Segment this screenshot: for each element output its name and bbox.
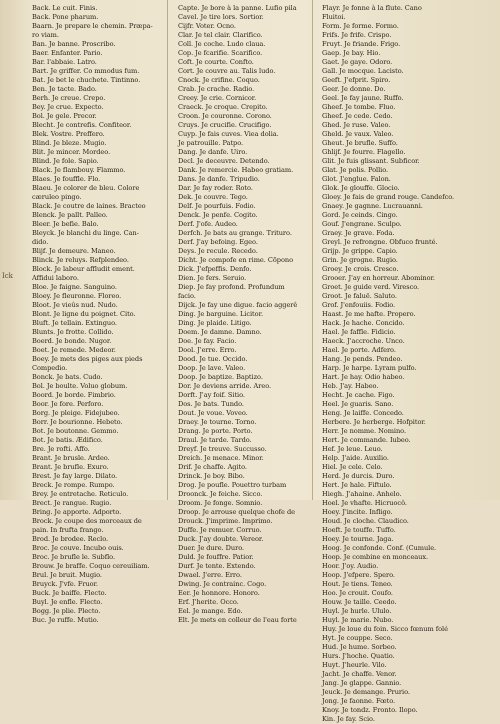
dictionary-entry: Bloey. Je fleuronne. Floreo. — [32, 292, 122, 300]
dictionary-entry: Denck. Je penfe. Cogito. — [178, 211, 258, 219]
dictionary-entry: Back. Le cuit. Finis. — [32, 4, 98, 12]
dictionary-entry: Hoeft. Je touffe. Tuffo. — [322, 526, 396, 534]
dictionary-entry: Drog. Je poufle. Pouettro turbam — [178, 481, 287, 489]
dictionary-entry: Droom. Je fonge. Somnio. — [178, 499, 263, 507]
dictionary-entry: Brant. Je brufle. Exuro. — [32, 463, 109, 471]
dictionary-entry: Crab. Je crache. Radio. — [178, 85, 255, 93]
dictionary-entry: Dien. Je fers. Seruio. — [178, 274, 247, 282]
dictionary-entry: Gheld. Je vaux. Valeo. — [322, 130, 394, 138]
dictionary-entry: Jong. Je faonne. Fœto. — [322, 697, 396, 705]
dictionary-entry: Bol. Je gele. Precor. — [32, 112, 97, 120]
dictionary-entry: Houw. Je taille. Ceedo. — [322, 598, 397, 606]
dictionary-entry: Cnock. Je crifine. Coquo. — [178, 76, 260, 84]
dictionary-entry: Brod. Je brodee. Reclo. — [32, 535, 109, 543]
dictionary-entry: Brest. Je fay large. Dilato. — [32, 472, 118, 480]
dictionary-entry: Bot. Je batis. Ædifico. — [32, 436, 103, 444]
dictionary-entry: Bot. Je boutonne. Gemmo. — [32, 427, 119, 435]
dictionary-entry: Draul. Je tarde. Tardo. — [178, 436, 252, 444]
dictionary-entry: Blinck. Je reluys. Refplendeo. — [32, 256, 129, 264]
dictionary-entry: Buyl. Je enfle. Flecto. — [32, 598, 103, 606]
dictionary-entry: Hack. Je hache. Concido. — [322, 319, 405, 327]
dictionary-entry: Dank. Je remercie. Habeo gratiam. — [178, 166, 294, 174]
dictionary-entry: Duffe. Je remuer. Corruo. — [178, 526, 262, 534]
dictionary-entry: Dood. Je tue. Occido. — [178, 355, 248, 363]
dictionary-entry: cæruleo pingo. — [32, 193, 82, 201]
dictionary-entry: Doem. Je damne. Damno. — [178, 328, 262, 336]
dictionary-entry: Blek. Vostre. Preffero. — [32, 130, 105, 138]
dictionary-entry: Boerd. Je bonde. Nugor. — [32, 337, 112, 345]
dictionary-entry: Hael. Je porte. Adfero. — [322, 346, 396, 354]
dictionary-entry: Blaeu. Je colorer de bleu. Colore — [32, 184, 140, 192]
dictionary-entry: Doop. Je baptize. Baptizo. — [178, 373, 263, 381]
dictionary-entry: Herd. Je durcis. Duro. — [322, 472, 395, 480]
dictionary-entry: Baer. Enfanter. Pario. — [32, 49, 103, 57]
dictionary-entry: Ding. Je plaide. Litigo. — [178, 319, 252, 327]
dictionary-entry: Grooer. J'ay en horreur. Abominor. — [322, 274, 435, 282]
dictionary-column-1 — [32, 4, 158, 624]
dictionary-entry: Blijf. Je demeure. Maneo. — [32, 247, 116, 255]
dictionary-entry: Groey. Je crois. Cresco. — [322, 265, 399, 273]
dictionary-entry: Herbere. Je herberge. Hofpitor. — [322, 418, 426, 426]
dictionary-entry: Cavel. Je tire lors. Sortior. — [178, 13, 264, 21]
dictionary-entry: Cop. Je fcarifie. Scarifico. — [178, 49, 263, 57]
dictionary-entry: Ben. Je tacte. Bado. — [32, 85, 97, 93]
dictionary-entry: Drif. Je chaffe. Agito. — [178, 463, 247, 471]
dictionary-entry: Craeck. Je croque. Crepito. — [178, 103, 268, 111]
dictionary-entry: Cruys. Je crucifie. Crucifigo. — [178, 121, 272, 129]
dictionary-entry: Greyl. Je refrongne. Obfuco frunté. — [322, 238, 438, 246]
dictionary-entry: Gord. Je ceinds. Cingo. — [322, 211, 398, 219]
dictionary-entry: Ban. Je banne. Proscribo. — [32, 40, 116, 48]
dictionary-entry: Erf. J'herite. Occo. — [178, 598, 239, 606]
dictionary-entry: Huy. Je loue du foin. Sicco fœnum folé — [322, 625, 448, 633]
dictionary-entry: Bat. Je bet le chuchete. Tintinno. — [32, 76, 141, 84]
dictionary-entry: Help. J'aide. Auxilio. — [322, 454, 389, 462]
dictionary-entry: Block. Je labeur affludit ement. — [32, 265, 135, 273]
dictionary-entry: Capte. Je bore à la panne. Lufio pila — [178, 4, 297, 12]
dictionary-column-2 — [178, 4, 306, 624]
dictionary-entry: Eer. Je honnore. Honoro. — [178, 589, 260, 597]
dictionary-entry: Broc. Je couve. Incubo ouis. — [32, 544, 124, 552]
dictionary-entry: Hef. Je leue. Leuo. — [322, 445, 383, 453]
dictionary-entry: Huyt. J'heurle. Vilo. — [322, 661, 387, 669]
dictionary-entry: Gouf. J'engrane. Sculpo. — [322, 220, 402, 228]
dictionary-entry: Hoog. Je confonde. Conf. (Cumule. — [322, 544, 437, 552]
dictionary-entry: Heel. Je guaris. Sano. — [322, 400, 394, 408]
dictionary-entry: Brouw. Je braffe. Coquo cereuiliam. — [32, 562, 150, 570]
dictionary-entry: Broc. Je brufle le. Subflo. — [32, 553, 115, 561]
dictionary-entry: Baarn. Je prepare le chemin. Præpa- — [32, 22, 153, 30]
dictionary-entry: Jang. Je glappe. Gannio. — [322, 679, 402, 687]
dictionary-entry: Gnaey. Je gagnne. Lucrauanni. — [322, 202, 423, 210]
dictionary-entry: Bloe. Je faigne. Sanguino. — [32, 283, 117, 291]
dictionary-entry: Blont. Je ligne du poignet. Cito. — [32, 310, 136, 318]
dictionary-entry: Durf. Je tente. Extendo. — [178, 562, 256, 570]
dictionary-entry: Dorft. J'ay foif. Sitio. — [178, 391, 245, 399]
dictionary-entry: Bloot. Je vieûs nud. Nudo. — [32, 301, 118, 309]
dictionary-entry: Bleyck. Je blanchi du linge. Can- — [32, 229, 139, 237]
dictionary-entry: Compedio. — [32, 364, 68, 372]
dictionary-entry: Affidui laboro. — [32, 274, 79, 282]
dictionary-entry: dido. — [32, 238, 49, 246]
dictionary-entry: Jacht. Je chaffe. Venor. — [322, 670, 397, 678]
dictionary-entry: Cuyp. Je fais cuves. Viea dolia. — [178, 130, 279, 138]
dictionary-entry: Blaes. Je fouffle. Flo. — [32, 175, 101, 183]
dictionary-entry: Blecht. Je contrefis. Confiteor. — [32, 121, 132, 129]
dictionary-entry: Dicht. Je compofe en rime. Cõpono — [178, 256, 293, 264]
dictionary-entry: Dreich. Je menace. Minor. — [178, 454, 264, 462]
dictionary-entry: Fruyt. Je friande. Frigo. — [322, 40, 401, 48]
dictionary-entry: Herr. Je nomme. Nomino. — [322, 427, 407, 435]
dictionary-entry: Brock. Je coupe des morceaux de — [32, 517, 142, 525]
dictionary-entry: Borr. Je bourionne. Hebeto. — [32, 418, 123, 426]
dictionary-entry: Blit. Je mincer. Mordeo. — [32, 148, 111, 156]
dictionary-entry: Derf. J'ay befoing. Egeo. — [178, 238, 258, 246]
dictionary-entry: Hiel. Je cele. Celo. — [322, 463, 383, 471]
dictionary-entry: Clar. Je tel clair. Clarifico. — [178, 31, 263, 39]
dictionary-entry: Bart. Je griffer. Co mmodus fum. — [32, 67, 140, 75]
dictionary-entry: ro viam. — [32, 31, 59, 39]
dictionary-entry: Dout. Je voue. Voveo. — [178, 409, 248, 417]
margin-mark: Ick — [2, 272, 13, 280]
dictionary-entry: Hoo. Je crouit. Coufo. — [322, 589, 393, 597]
dictionary-entry: Decl. Je deceuvre. Detendo. — [178, 157, 270, 165]
dictionary-entry: Derfch. Je bats au grange. Trituro. — [178, 229, 292, 237]
dictionary-entry: Dwael. J'erre. Erro. — [178, 571, 242, 579]
dictionary-entry: Glok. Je glouffe. Glocio. — [322, 184, 400, 192]
dictionary-entry: Blind. Je fole. Sapio. — [32, 157, 99, 165]
dictionary-entry: Buc. Je ruffe. Mutio. — [32, 616, 99, 624]
dictionary-entry: Gaet. Je gaye. Odoro. — [322, 58, 393, 66]
dictionary-entry: Doe. Je fay. Facio. — [178, 337, 237, 345]
dictionary-entry: Buck. Je baiffe. Flecto. — [32, 589, 107, 597]
dictionary-entry: Cijfr. Voter. Ocno. — [178, 22, 236, 30]
dictionary-entry: Hud. Je hume. Sorbeo. — [322, 643, 397, 651]
dictionary-entry: Gheut. Je brufle. Suffo. — [322, 139, 398, 147]
dictionary-entry: Dijck. Je fay une digue. facio aggerê — [178, 301, 298, 309]
dictionary-entry: Eel. Je mange. Edo. — [178, 607, 243, 615]
dictionary-entry: Ding. Je barguine. Licitor. — [178, 310, 263, 318]
dictionary-entry: Groot. Je faluë. Saluto. — [322, 292, 397, 300]
dictionary-entry: Hart. Je hay. Odio habeo. — [322, 373, 405, 381]
dictionary-entry: Breck. Je rompe. Rumpo. — [32, 481, 115, 489]
dictionary-entry: Glit. Je fuis glissant. Subficor. — [322, 157, 420, 165]
dictionary-entry: Hoop. J'efpere. Spero. — [322, 571, 395, 579]
dictionary-entry: Heng. Je laiffe. Concedo. — [322, 409, 404, 417]
dictionary-entry: Hert. Je hale. Fiftulo. — [322, 481, 392, 489]
dictionary-entry: Dek. Je couvre. Tego. — [178, 193, 248, 201]
dictionary-entry: Je patrouille. Patpo. — [178, 139, 244, 147]
dictionary-entry: Hoel. Je vhafte. Hicruocô. — [322, 499, 407, 507]
dictionary-entry: Glot. J'englue. Falon. — [322, 175, 391, 183]
dictionary-entry: Hert. Je commande. Iubeo. — [322, 436, 411, 444]
dictionary-entry: Creey. Je crie. Cornicor. — [178, 94, 257, 102]
dictionary-entry: Droonck. Je feiche. Sicco. — [178, 490, 263, 498]
dictionary-entry: Elt. Je mets en colleur de l'eau forte — [178, 616, 297, 624]
dictionary-entry: Boet. Je remede. Medeor. — [32, 346, 116, 354]
dictionary-entry: Haeck. J'accroche. Unco. — [322, 337, 405, 345]
dictionary-entry: Gall. Je mocque. Lacisto. — [322, 67, 404, 75]
dictionary-entry: Grof. J'enfouiis. Fodio. — [322, 301, 396, 309]
dictionary-entry: Harp. Je harpe. Lyram pulfo. — [322, 364, 417, 372]
dictionary-entry: Graey. Je grave. Foda. — [322, 229, 395, 237]
dictionary-entry: Bol. Je boulte. Voluo globum. — [32, 382, 128, 390]
dictionary-entry: Diep. Je fay profond. Profundum — [178, 283, 285, 291]
dictionary-entry: Boord. Je borde. Fimbrio. — [32, 391, 116, 399]
dictionary-entry: Delf. Je pourfuis. Fodio. — [178, 202, 256, 210]
dictionary-entry: Haast. Je me hafte. Propero. — [322, 310, 416, 318]
dictionary-entry: Dool. J'erre. Erro. — [178, 346, 237, 354]
dictionary-entry: Dreyf. Je treuve. Succusso. — [178, 445, 267, 453]
dictionary-entry: Borg. Je pleige. Fidejubeo. — [32, 409, 120, 417]
dictionary-entry: Knoy. Je tondz. Fronto. Ilopo. — [322, 706, 418, 714]
dictionary-entry: Huyl. Je hurle. Ululo. — [322, 607, 392, 615]
dictionary-entry: Hang. Je pends. Pendeo. — [322, 355, 403, 363]
dictionary-entry: Duck. J'ay doubte. Vereor. — [178, 535, 264, 543]
dictionary-entry: Hiegh. J'ahaine. Anhelo. — [322, 490, 402, 498]
dictionary-entry: Geeft. J'efprit. Spiro. — [322, 76, 391, 84]
dictionary-entry: Deys. Je recule. Recedo. — [178, 247, 258, 255]
dictionary-entry: Huyl. Je marie. Nubo. — [322, 616, 394, 624]
dictionary-entry: pain. In frufta frango. — [32, 526, 104, 534]
dictionary-entry: Brect. Je rangue. Rugio. — [32, 499, 112, 507]
dictionary-entry: Bar. l'abbaie. Latro. — [32, 58, 97, 66]
dictionary-entry: Dar. Je fay roder. Roto. — [178, 184, 253, 192]
dictionary-entry: Jeuck. Je demange. Prurio. — [322, 688, 410, 696]
column-divider — [167, 0, 168, 500]
dictionary-entry: Coft. Je courte. Confto. — [178, 58, 254, 66]
dictionary-entry: Blenck. Je pallt. Palleo. — [32, 211, 108, 219]
dictionary-entry: Groet. Je guide verd. Viresco. — [322, 283, 420, 291]
dictionary-entry: Derf. J'ofe. Audeo. — [178, 220, 238, 228]
dictionary-entry: Bleer. Je befie. Balo. — [32, 220, 99, 228]
dictionary-entry: Hoor. J'oy. Audio. — [322, 562, 379, 570]
dictionary-entry: Dwing. Je contrainc. Cogo. — [178, 580, 267, 588]
dictionary-entry: Cort. Je couvre au. Talis ludo. — [178, 67, 276, 75]
dictionary-entry: Grijp. Je grippe. Capio. — [322, 247, 398, 255]
dictionary-entry: Flayr. Je fonne à la flute. Cano — [322, 4, 422, 12]
column-divider — [312, 0, 313, 500]
dictionary-entry: Black. Je flambouy. Flammo. — [32, 166, 126, 174]
dictionary-entry: Croon. Je couronne. Corono. — [178, 112, 272, 120]
dictionary-entry: Geel. Je fay jaune. Ruffo. — [322, 94, 404, 102]
dictionary-entry: Black. Je coutre de laines. Bracteo — [32, 202, 146, 210]
dictionary-entry: Hoey. Je tourne. Jaga. — [322, 535, 394, 543]
dictionary-entry: Brey. Je entretache. Reticulo. — [32, 490, 129, 498]
dictionary-entry: Glat. Je polis. Pollio. — [322, 166, 389, 174]
dictionary-entry: Back. Pone pharum. — [32, 13, 99, 21]
dictionary-entry: Dos. Je bats. Tundo. — [178, 400, 244, 408]
dictionary-column-3 — [322, 4, 492, 723]
dictionary-entry: Hoop. Je combine en monceaux. — [322, 553, 429, 561]
dictionary-entry: Hecht. Je cache. Figo. — [322, 391, 395, 399]
dictionary-entry: Drouck. J'imprime. Imprimo. — [178, 517, 273, 525]
dictionary-entry: Coll. Je coche. Ludo claua. — [178, 40, 266, 48]
dictionary-entry: Bonck. Je bats. Cudo. — [32, 373, 103, 381]
dictionary-entry: Ghed. Je ruse. Valeo. — [322, 121, 391, 129]
dictionary-entry: Kin. Je fay. Scio. — [322, 715, 375, 723]
dictionary-entry: Hoey. J'incite. Infligo. — [322, 508, 393, 516]
dictionary-entry: Hyt. Je couppe. Seco. — [322, 634, 393, 642]
dictionary-entry: Bruyck. J'vfe. Fruor. — [32, 580, 98, 588]
dictionary-entry: Droop. Je arrouse quelque chofe de — [178, 508, 295, 516]
dictionary-entry: Bre. Je rofti. Affo. — [32, 445, 90, 453]
dictionary-entry: Hout. Je tiens. Teneo. — [322, 580, 393, 588]
dictionary-entry: Doop. Je lave. Valeo. — [178, 364, 246, 372]
dictionary-entry: Ghlijf. Je fourre. Flagello. — [322, 148, 406, 156]
dictionary-entry: Dor. Je deviens arride. Areo. — [178, 382, 272, 390]
dictionary-entry: Dick. J'efpeffis. Denfo. — [178, 265, 252, 273]
dictionary-entry: Duer. Je dure. Duro. — [178, 544, 245, 552]
dictionary-entry: Hael. Je faffle. Fidicio. — [322, 328, 396, 336]
dictionary-entry: facio. — [178, 292, 196, 300]
dictionary-entry: Heb. J'ay. Habeo. — [322, 382, 379, 390]
dictionary-entry: Boor. Je fore. Perforo. — [32, 400, 104, 408]
dictionary-entry: Form. Je forme. Formo. — [322, 22, 399, 30]
dictionary-entry: Draey. Je tourne. Torno. — [178, 418, 257, 426]
dictionary-entry: Blunts. Je frotte. Collido. — [32, 328, 114, 336]
dictionary-entry: Drang. Je porte. Porto. — [178, 427, 253, 435]
dictionary-entry: Blind. Je bleze. Mugio. — [32, 139, 107, 147]
dictionary-entry: Hurs. J'hoche. Quatio. — [322, 652, 395, 660]
dictionary-entry: Duld. Je fouffre. Patior. — [178, 553, 254, 561]
dictionary-entry: Gloey. Je fais de grand rouge. Candefco. — [322, 193, 455, 201]
dictionary-entry: Bogg. Je plie. Plecto. — [32, 607, 101, 615]
dictionary-entry: Bring. Je apporte. Adporto. — [32, 508, 122, 516]
dictionary-entry: Drinck. Je boy. Bibo. — [178, 472, 245, 480]
dictionary-entry: Frifs. Je frife. Crispo. — [322, 31, 392, 39]
dictionary-entry: Berh. Je creue. Crepo. — [32, 94, 106, 102]
dictionary-entry: Houd. Je cloche. Claudico. — [322, 517, 409, 525]
dictionary-entry: Grin. Je grogne. Rugio. — [322, 256, 398, 264]
dictionary-entry: Dans. Je danfe. Tripudio. — [178, 175, 260, 183]
dictionary-entry: Brant. Je brusle. Ardeo. — [32, 454, 110, 462]
dictionary-entry: Dang. Je danfe. Uiro. — [178, 148, 248, 156]
dictionary-entry: Geer. Je donne. Do. — [322, 85, 386, 93]
dictionary-entry: Fluitoi. — [322, 13, 346, 21]
dictionary-entry: Boey. Je mets des piges aux pieds — [32, 355, 143, 363]
dictionary-entry: Gaep. Je bay. Hio. — [322, 49, 381, 57]
dictionary-entry: Brul. Je bruit. Mugio. — [32, 571, 102, 579]
dictionary-entry: Gheef. Je tombe. Fluo. — [322, 103, 396, 111]
dictionary-entry: Bluft. Je tellain. Extinguo. — [32, 319, 117, 327]
dictionary-entry: Gheef. Je cede. Cedo. — [322, 112, 393, 120]
dictionary-entry: Bey. Je crue. Expecto. — [32, 103, 104, 111]
